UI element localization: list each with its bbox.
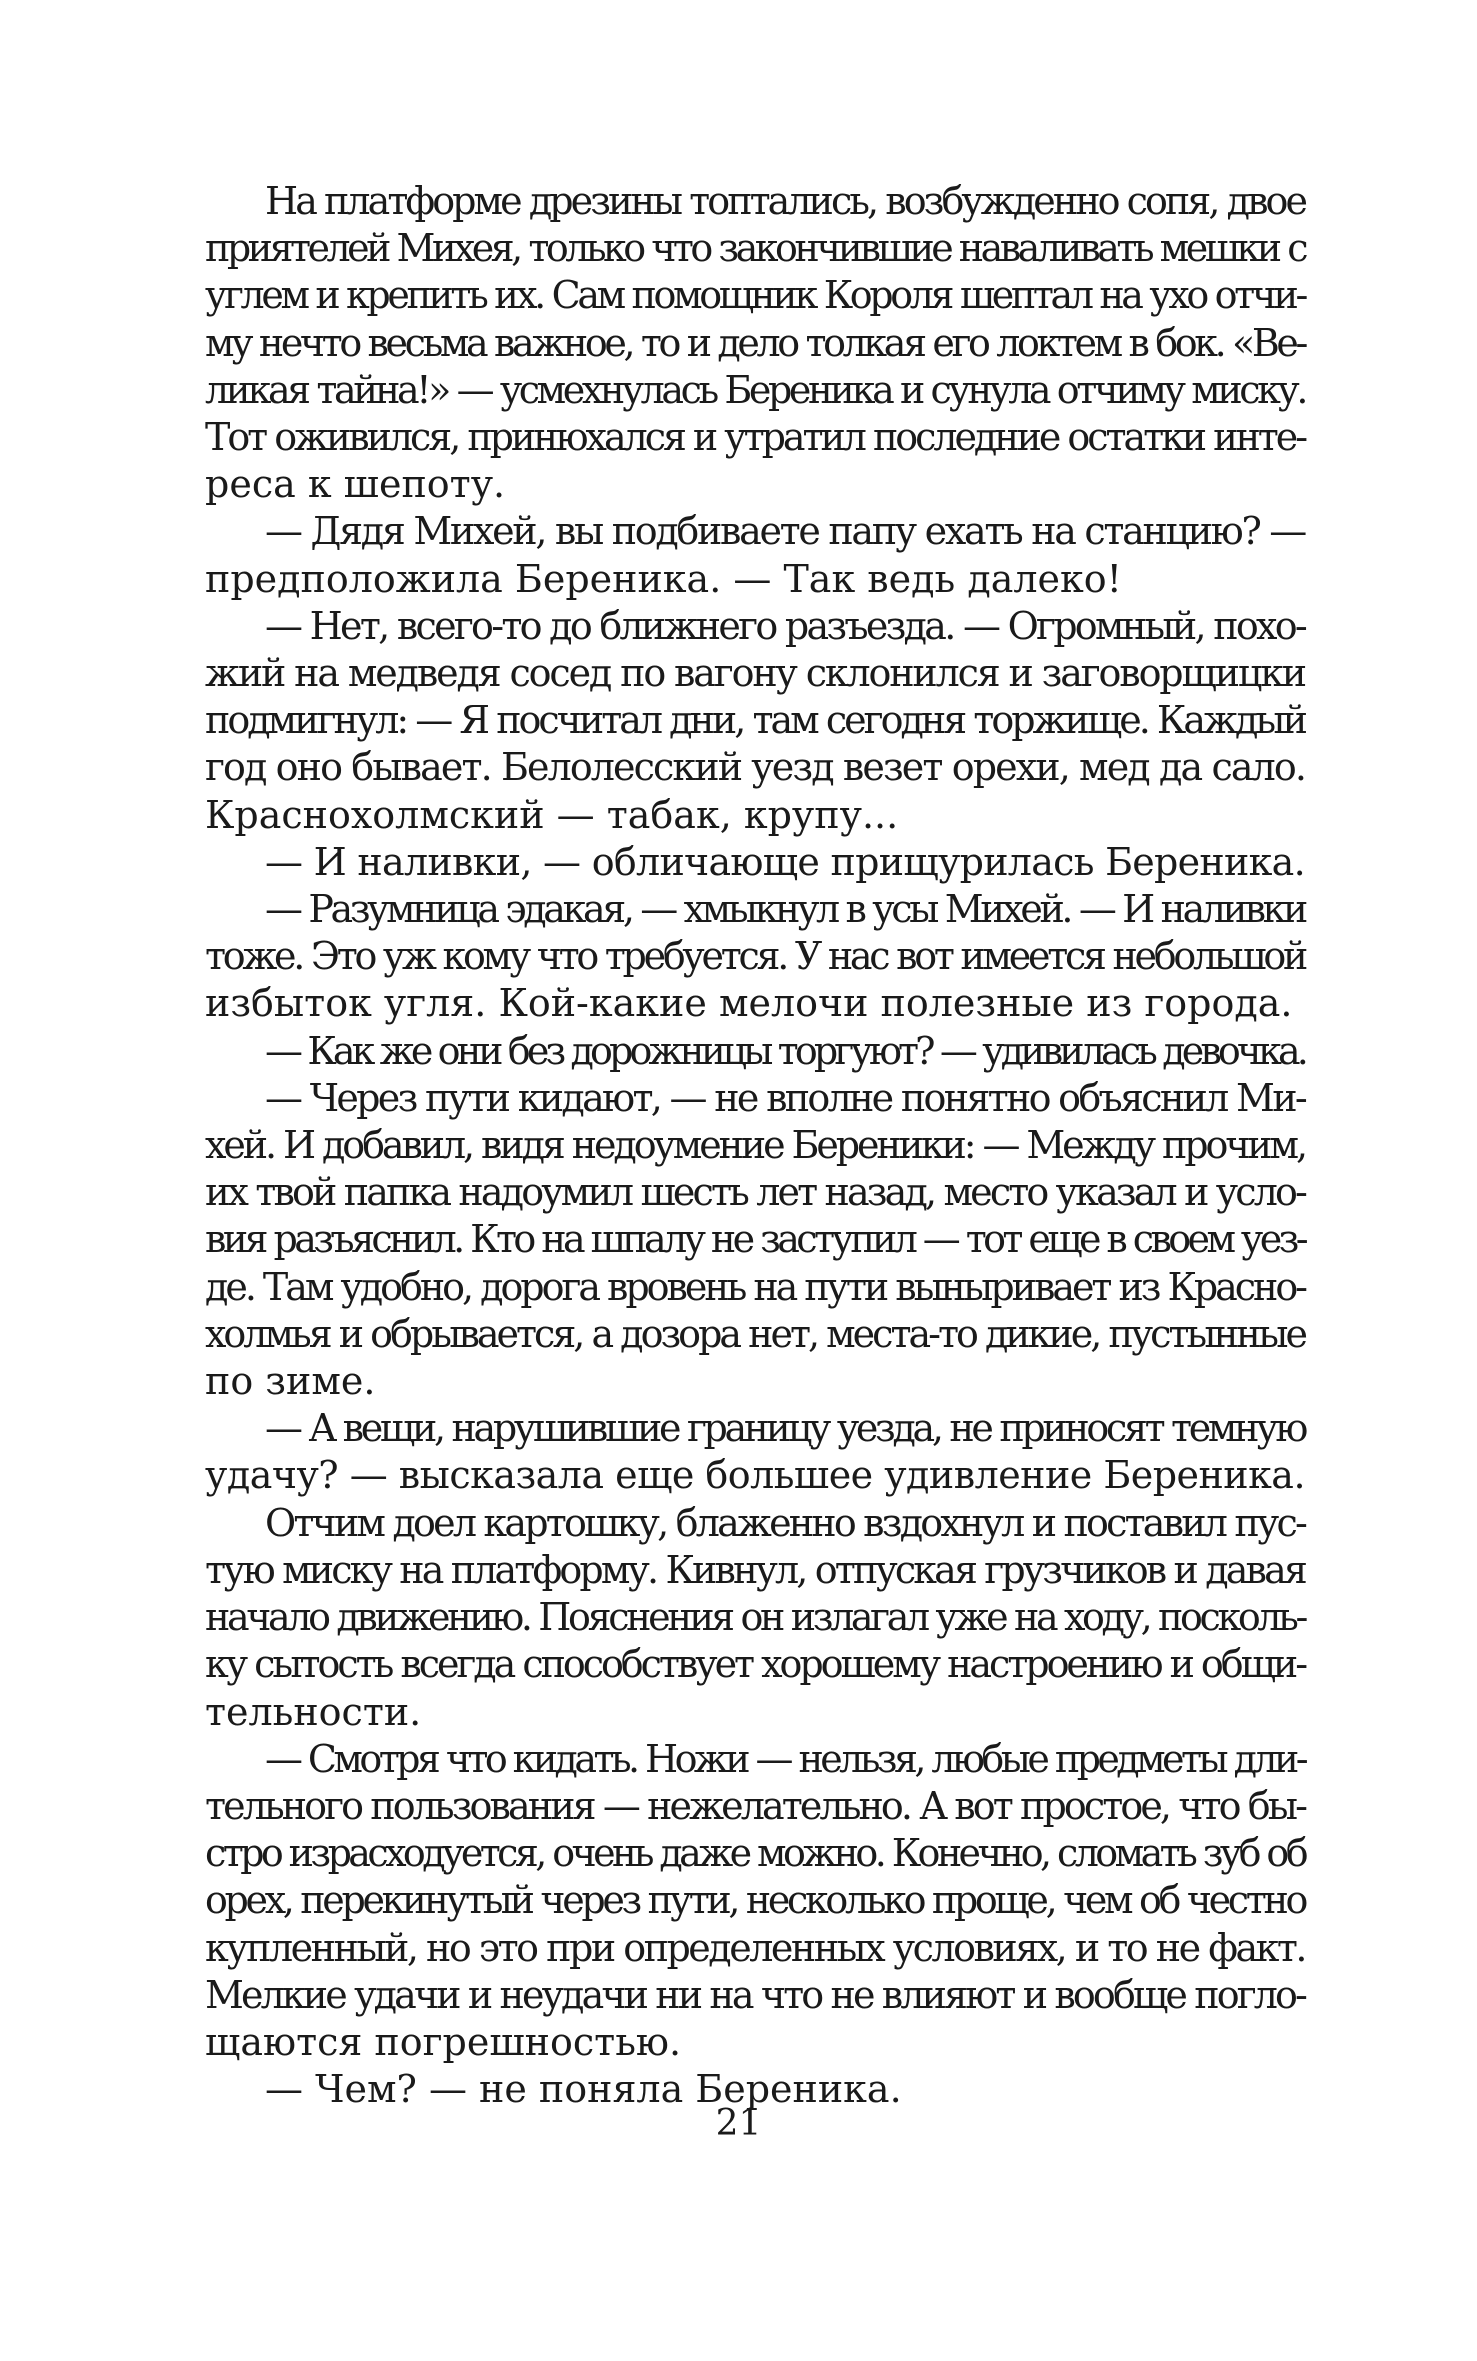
text-line: год оно бывает. Белолесский уезд везет орехи, мед да сало. [205, 745, 1306, 790]
text-line: тоже. Это уж кому что требуется. У нас вот имеется небольшой [205, 934, 1306, 979]
text-line: углем и крепить их. Сам помощник Короля шептал на ухо отчи- [205, 273, 1305, 318]
text-line: тельности. [205, 1689, 422, 1734]
text-line: хей. И добавил, видя недоумение Береники: — Между прочим, [205, 1123, 1305, 1168]
text-line: вия разъяснил. Кто на шпалу не заступил — тот еще в своем уез- [205, 1217, 1306, 1262]
text-line: Тот оживился, принюхался и утратил последние остатки инте- [205, 415, 1306, 460]
text-line: — Смотря что кидать. Ножи — нельзя, любые предметы дли- [265, 1736, 1305, 1781]
text-line: Мелкие удачи и неудачи ни на что не влияют и вообще погло- [205, 1972, 1305, 2017]
text-line: по зиме. [205, 1359, 376, 1404]
text-block [205, 178, 1305, 2113]
text-line: му нечто весьма важное, то и дело толкая его локтем в бок. «Ве- [205, 320, 1306, 365]
text-line: ку сытость всегда способствует хорошему настроению и общи- [205, 1642, 1305, 1687]
text-line: тую миску на платформу. Кивнул, отпуская грузчиков и давая [205, 1547, 1305, 1592]
page-number: 21 [715, 2103, 762, 2144]
page-body [205, 178, 1305, 2113]
text-line: — Нет, всего-то до ближнего разъезда. — Огромный, похо- [265, 603, 1306, 648]
text-line: де. Там удобно, дорога вровень на пути выныривает из Красно- [205, 1264, 1305, 1309]
text-line: предположила Береника. — Так ведь далеко! [205, 556, 1122, 601]
text-line: — Как же они без дорожницы торгуют? — удивилась девочка. [265, 1028, 1306, 1073]
text-line: — А вещи, нарушившие границу уезда, не приносят темную [265, 1406, 1305, 1451]
text-line: Краснохолмский — табак, крупу... [205, 792, 899, 837]
text-line: избыток угля. Кой-какие мелочи полезные из города. [205, 981, 1293, 1026]
text-line: ликая тайна!» — усмехнулась Береника и сунула отчиму миску. [205, 367, 1306, 412]
text-line: холмья и обрывается, а дозора нет, места-то дикие, пустынные [205, 1311, 1306, 1356]
text-line: — Через пути кидают, — не вполне понятно объяснил Ми- [265, 1075, 1305, 1120]
text-line: жий на медведя сосед по вагону склонился и заговорщицки [205, 651, 1305, 696]
text-line: реса к шепоту. [205, 462, 506, 507]
text-line: тельного пользования — нежелательно. А вот простое, что бы- [205, 1783, 1306, 1828]
text-line: стро израсходуется, очень даже можно. Конечно, сломать зуб об [205, 1831, 1305, 1876]
text-line: — Разумница эдакая, — хмыкнул в усы Михей. — И наливки [265, 887, 1305, 932]
text-line: начало движению. Пояснения он излагал уже на ходу, посколь- [205, 1595, 1305, 1640]
text-line: удачу? — высказала еще большее удивление Береника. [205, 1453, 1305, 1498]
text-line: подмигнул: — Я посчитал дни, там сегодня торжище. Каждый [205, 698, 1306, 743]
text-line: купленный, но это при определенных условиях, и то не факт. [205, 1925, 1305, 1970]
text-line: — Чем? — не поняла Береника. [265, 2067, 902, 2112]
text-line: щаются погрешностью. [205, 2019, 682, 2064]
text-line: орех, перекинутый через пути, несколько проще, чем об честно [205, 1878, 1305, 1923]
text-line: — И наливки, — обличающе прищурилась Береника. [265, 839, 1305, 884]
text-line: их твой папка надоумил шесть лет назад, место указал и усло- [205, 1170, 1305, 1215]
text-line: На платформе дрезины топтались, возбужденно сопя, двое [265, 179, 1305, 223]
text-line: приятелей Михея, только что закончившие наваливать мешки с [205, 226, 1305, 271]
text-line: Отчим доел картошку, блаженно вздохнул и поставил пус- [265, 1500, 1305, 1545]
text-line: — Дядя Михей, вы подбиваете папу ехать на станцию? — [265, 509, 1306, 554]
